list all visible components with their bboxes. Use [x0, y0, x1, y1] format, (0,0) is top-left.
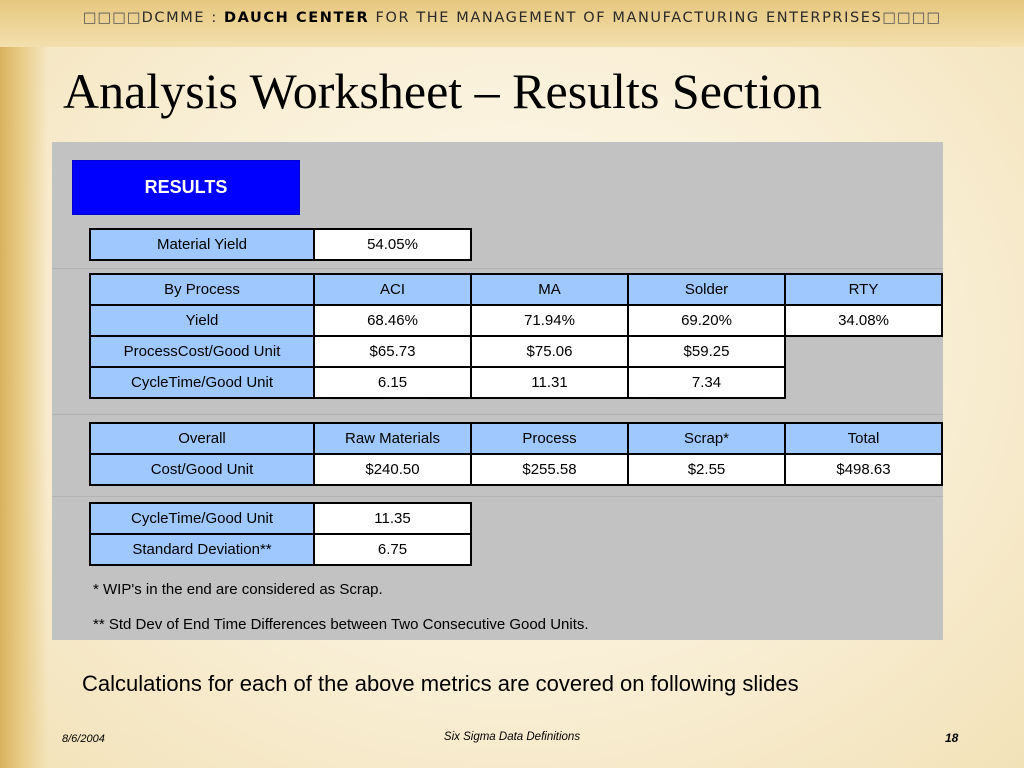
table-cell: 11.31 — [471, 367, 628, 398]
empty-cell — [785, 367, 942, 398]
caption-text: Calculations for each of the above metrics are covered on following slides — [82, 671, 799, 696]
table-cell: $2.55 — [628, 454, 785, 485]
table-cell: $65.73 — [314, 336, 471, 367]
table-cell: $59.25 — [628, 336, 785, 367]
header-marks-right: □□□□ — [882, 10, 942, 26]
row-label-process-cost: ProcessCost/Good Unit — [90, 336, 314, 367]
overall-header: Overall — [90, 423, 314, 454]
row-label-cost: Cost/Good Unit — [90, 454, 314, 485]
empty-cell — [785, 336, 942, 367]
table-header-row — [90, 274, 942, 305]
header-text — [0, 10, 1024, 26]
column-header-solder: Solder — [628, 274, 785, 305]
material-yield-table — [89, 228, 472, 261]
row-label-cycle-time: CycleTime/Good Unit — [90, 367, 314, 398]
table-cell: $255.58 — [471, 454, 628, 485]
panel-divider — [52, 268, 943, 269]
by-process-header: By Process — [90, 274, 314, 305]
column-header-rty: RTY — [785, 274, 942, 305]
table-cell: 6.15 — [314, 367, 471, 398]
table-cell: $240.50 — [314, 454, 471, 485]
row-label-std-dev: Standard Deviation** — [90, 534, 314, 565]
overall-table — [89, 422, 943, 486]
column-header-raw-materials: Raw Materials — [314, 423, 471, 454]
table-cell: 69.20% — [628, 305, 785, 336]
table-header-row — [90, 423, 942, 454]
table-cell: 11.35 — [314, 503, 471, 534]
table-row — [90, 454, 942, 485]
table-row — [90, 336, 942, 367]
table-cell: $498.63 — [785, 454, 942, 485]
header-marks-left: □□□□ — [82, 10, 142, 26]
results-button[interactable]: RESULTS — [72, 160, 300, 215]
slide-title: Analysis Worksheet – Results Section — [63, 63, 822, 119]
table-row — [90, 503, 471, 534]
table-cell: 68.46% — [314, 305, 471, 336]
footnote-std-dev: ** Std Dev of End Time Differences between Two Consecutive Good Units. — [93, 616, 589, 633]
column-header-process: Process — [471, 423, 628, 454]
column-header-aci: ACI — [314, 274, 471, 305]
material-yield-value: 54.05% — [314, 229, 471, 260]
table-cell: 6.75 — [314, 534, 471, 565]
table-row — [90, 229, 471, 260]
header-prefix: DCMME : — [141, 10, 225, 26]
row-label-overall-cycle-time: CycleTime/Good Unit — [90, 503, 314, 534]
material-yield-label: Material Yield — [90, 229, 314, 260]
table-cell: 7.34 — [628, 367, 785, 398]
left-gold-band — [0, 0, 48, 768]
column-header-ma: MA — [471, 274, 628, 305]
footer-title: Six Sigma Data Definitions — [443, 731, 581, 743]
page-number: 18 — [945, 731, 959, 745]
row-label-yield: Yield — [90, 305, 314, 336]
table-cell: 71.94% — [471, 305, 628, 336]
column-header-scrap: Scrap* — [628, 423, 785, 454]
column-header-total: Total — [785, 423, 942, 454]
footnote-scrap: * WIP's in the end are considered as Scrap. — [93, 581, 383, 598]
table-row — [90, 534, 471, 565]
footer-date: 8/6/2004 — [62, 733, 105, 745]
table-cell: $75.06 — [471, 336, 628, 367]
table-row — [90, 367, 942, 398]
table-cell: 34.08% — [785, 305, 942, 336]
by-process-table — [89, 273, 943, 399]
header-suffix: FOR THE MANAGEMENT OF MANUFACTURING ENTERPRISES — [369, 10, 883, 26]
panel-divider — [52, 414, 943, 415]
table-row — [90, 305, 942, 336]
header-emphasis: DAUCH CENTER — [224, 10, 370, 26]
panel-divider — [52, 496, 943, 497]
cycle-time-table — [89, 502, 472, 566]
